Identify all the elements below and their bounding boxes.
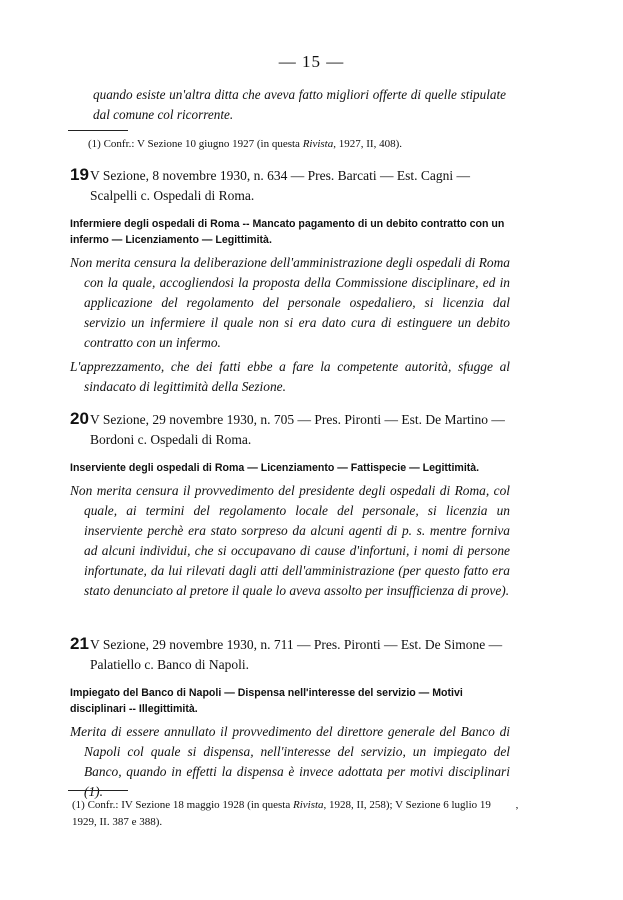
decision-citation: V Sezione, 29 novembre 1930, n. 711 — Pres. Pironti — Est. De Simone — Palatiello c. Banco di Napoli. — [90, 637, 503, 672]
decision-citation: V Sezione, 29 novembre 1930, n. 705 — Pres. Pironti — Est. De Martino — Bordoni c. Ospedali di Roma. — [90, 412, 505, 447]
footnote-bottom — [72, 797, 522, 831]
footnote-bottom-suffix: , 1928, II, 258); V Sezione 6 luglio 19 — [323, 799, 491, 811]
decision-subject: Impiegato del Banco di Napoli — Dispensa nell'interesse del servizio — Motivi disciplinari -- Illegittimità. — [70, 687, 463, 715]
decision-number: 19 — [70, 165, 89, 184]
decision-paragraph: Non merita censura la deliberazione dell'amministrazione degli ospedali di Roma con la quale, accogliendosi la proposta della Commissione disciplinare, ed in applicazione del regolamento del personale ospedaliero, si licenzia dal servizio un infermiere il quale non si era dato cura di estinguere un debito contratto con un infermo. — [70, 255, 510, 350]
decision-paragraph: Non merita censura il provvedimento del presidente degli ospedali di Roma, col quale, ai termini del regolamento locale del personale, si licenzia un inserviente perchè era stato sorpreso da alcuni agenti di p. s. mentre forniva ad alcuni individui, che si occupavano di cause d'infortuni, i nomi di persone infortunate, da lui rilevati dagli atti dell'amministrazione (per questo fatto era stato denunciato al pretore il quale lo aveva assolto per insufficienza di prove). — [70, 483, 510, 598]
decision-19 — [70, 166, 510, 397]
decision-21 — [70, 635, 510, 802]
decision-number: 20 — [70, 409, 89, 428]
footnote-bottom-prefix: (1) Confr.: IV Sezione 18 maggio 1928 (in questa — [72, 799, 293, 811]
decision-heading — [70, 635, 510, 675]
decision-heading — [70, 166, 510, 206]
footnote-top — [88, 136, 528, 153]
footnote-bottom-journal: Rivista — [292, 799, 324, 811]
decision-subject: Inserviente degli ospedali di Roma — Licenziamento — Fattispecie — Legittimità. — [70, 462, 480, 474]
decision-20 — [70, 410, 510, 601]
page-number: — 15 — — [278, 52, 345, 71]
decision-number: 21 — [70, 634, 89, 653]
decision-body — [70, 253, 510, 397]
decision-paragraph: Merita di essere annullato il provvedimento del direttore generale del Banco di Napoli col quale si dispensa, nell'interesse del servizio, un impiegato del Banco, quando in effetti la dispensa è invece adottata per motivi disciplinari (1). — [70, 724, 510, 799]
footnote-divider — [68, 790, 128, 791]
decision-paragraph: L'apprezzamento, che dei fatti ebbe a fare la competente autorità, sfugge al sindacato di legittimità della Sezione. — [70, 359, 510, 394]
footnote-top-suffix: , 1927, II, 408). — [333, 138, 402, 150]
footnote-top-journal: Rivista — [302, 138, 334, 150]
continuation-text: quando esiste un'altra ditta che aveva fatto migliori offerte di quelle stipulate dal comune col ricorrente. — [93, 87, 506, 122]
decision-body — [70, 722, 510, 802]
decision-citation: V Sezione, 8 novembre 1930, n. 634 — Pres. Barcati — Est. Cagni — Scalpelli c. Ospedali di Roma. — [90, 168, 470, 203]
footnote-top-prefix: (1) Confr.: V Sezione 10 giugno 1927 (in questa — [88, 138, 303, 150]
decision-body — [70, 481, 510, 601]
footnote-bottom-tail: , 1929, II. 387 e 388). — [72, 799, 519, 828]
footnote-divider — [68, 130, 128, 131]
decision-heading — [70, 410, 510, 450]
decision-subject: Infermiere degli ospedali di Roma -- Mancato pagamento di un debito contratto con un infermo — Licenziamento — Legittimità. — [70, 218, 505, 246]
